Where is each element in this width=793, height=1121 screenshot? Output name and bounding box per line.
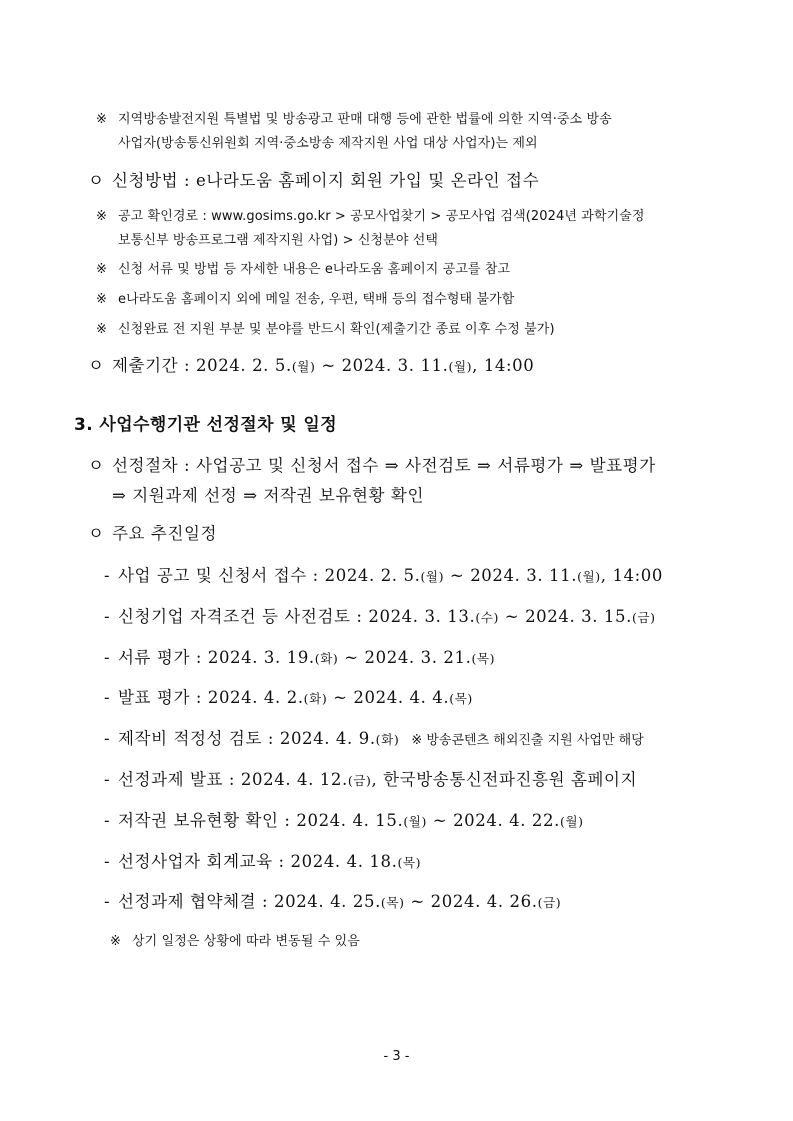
note-text: 지역방송발전지원 특별법 및 방송광고 판매 대행 등에 관한 법률에 의한 지역·중소 방송 — [118, 112, 612, 127]
apply-method — [88, 167, 539, 191]
submission-period — [88, 352, 534, 376]
schedule-item — [104, 807, 584, 831]
note-mark: ※ — [96, 262, 107, 277]
period-text: , 14:00 — [472, 356, 535, 375]
dash-bullet: - — [104, 770, 111, 789]
schedule-item — [104, 562, 663, 586]
section-heading: 3. 사업수행기관 선정절차 및 일정 — [74, 415, 338, 435]
schedule-item — [104, 888, 561, 912]
circle-bullet: ㅇ — [88, 171, 105, 190]
period-text: 제출기간 : 2024. 2. 5. — [112, 356, 292, 375]
dash-bullet: - — [104, 810, 111, 830]
schedule-text: ~ 2024. 4. 22. — [426, 810, 560, 830]
note-text: 공고 확인경로 : www.gosims.go.kr > 공모사업찾기 > 공모사업 검색(2024년 과학기술정 — [118, 209, 645, 224]
schedule-text: ~ 2024. 3. 21. — [338, 647, 472, 667]
weekday: (목) — [380, 895, 405, 911]
schedule-item — [104, 766, 637, 790]
schedule-text: 신청기업 자격조건 등 사전검토 : 2024. 3. 13. — [118, 606, 476, 626]
note-mark: ※ — [96, 292, 107, 307]
schedule-heading-text: 주요 추진일정 — [112, 524, 218, 543]
schedule-text: 발표 평가 : 2024. 4. 2. — [118, 688, 304, 708]
schedule-text: ~ 2024. 3. 15. — [498, 606, 632, 626]
procedure-line2 — [112, 482, 424, 506]
apply-note-1-line2 — [118, 229, 438, 248]
weekday: (월) — [403, 813, 427, 829]
weekday: (목) — [471, 650, 496, 666]
weekday: (금) — [537, 895, 562, 911]
weekday: (금) — [347, 773, 372, 788]
apply-note-4 — [96, 318, 555, 337]
weekday: (목) — [397, 854, 422, 870]
schedule-text: 선정과제 협약체결 : 2024. 4. 25. — [118, 892, 381, 912]
schedule-heading — [88, 520, 217, 544]
schedule-text: , 한국방송통신전파진흥원 홈페이지 — [371, 770, 638, 789]
schedule-text: 저작권 보유현황 확인 : 2024. 4. 15. — [118, 810, 404, 830]
page-number: - 3 - — [383, 1049, 410, 1064]
note-mark: ※ — [96, 322, 107, 337]
period-text: ~ 2024. 3. 11. — [315, 356, 449, 375]
circle-bullet: ㅇ — [88, 456, 105, 475]
schedule-note — [110, 930, 360, 949]
schedule-item — [104, 848, 421, 872]
schedule-text: 사업 공고 및 신청서 접수 : 2024. 2. 5. — [118, 566, 421, 585]
weekday: (월) — [291, 359, 316, 374]
schedule-text: 선정사업자 회계교육 : 2024. 4. 18. — [118, 851, 398, 871]
weekday: (목) — [449, 691, 473, 707]
note-exclusion-line2 — [118, 132, 538, 151]
schedule-text: 제작비 적정성 검토 : 2024. 4. 9. — [118, 729, 376, 749]
dash-bullet: - — [104, 688, 111, 708]
apply-note-1-line1 — [96, 205, 645, 224]
apply-note-3 — [96, 288, 514, 307]
circle-bullet: ㅇ — [88, 356, 105, 375]
note-text: 신청 서류 및 방법 등 자세한 내용은 e나라도움 홈페이지 공고를 참고 — [118, 262, 511, 277]
weekday: (화) — [375, 732, 400, 748]
weekday: (금) — [631, 609, 656, 625]
note-mark: ※ — [96, 209, 107, 224]
schedule-text: 선정과제 발표 : 2024. 4. 12. — [118, 770, 348, 789]
apply-method-text: 신청방법 : e나라도움 홈페이지 회원 가입 및 온라인 접수 — [112, 171, 540, 190]
schedule-item — [104, 603, 656, 627]
schedule-text: ~ 2024. 4. 4. — [327, 688, 450, 708]
dash-bullet: - — [104, 647, 111, 667]
weekday: (월) — [559, 813, 584, 829]
schedule-item — [104, 644, 495, 668]
note-text: 신청완료 전 지원 부분 및 분야를 반드시 확인(제출기간 종료 이후 수정 불가) — [118, 322, 555, 337]
note-mark: ※ — [96, 112, 107, 127]
schedule-text: ~ 2024. 3. 11. — [444, 566, 578, 585]
note-text: 보통신부 방송프로그램 제작지원 사업) > 신청분야 선택 — [118, 233, 439, 248]
note-text: 사업자(방송통신위원회 지역·중소방송 제작지원 사업 대상 사업자)는 제외 — [118, 136, 538, 151]
weekday: (월) — [448, 359, 473, 374]
dash-bullet: - — [104, 566, 111, 585]
weekday: (화) — [314, 650, 339, 666]
note-text: 상기 일정은 상황에 따라 변동될 수 있음 — [132, 934, 360, 949]
schedule-text: , 14:00 — [600, 566, 663, 585]
note-text: e나라도움 홈페이지 외에 메일 전송, 우편, 택배 등의 접수형태 불가함 — [118, 292, 515, 307]
weekday: (월) — [577, 569, 601, 584]
schedule-item — [104, 684, 473, 708]
schedule-item — [104, 725, 644, 749]
circle-bullet: ㅇ — [88, 524, 105, 543]
note-exclusion-line1 — [96, 108, 612, 127]
procedure-text: 선정절차 : 사업공고 및 신청서 접수 ⇒ 사전검토 ⇒ 서류평가 ⇒ 발표평가 — [112, 456, 656, 475]
dash-bullet: - — [104, 892, 111, 912]
dash-bullet: - — [104, 851, 111, 871]
weekday: (월) — [420, 569, 445, 584]
dash-bullet: - — [104, 606, 111, 626]
procedure-line1 — [88, 452, 656, 476]
schedule-text: ~ 2024. 4. 26. — [404, 892, 538, 912]
schedule-text: 서류 평가 : 2024. 3. 19. — [118, 647, 315, 667]
note-mark: ※ — [110, 934, 121, 949]
procedure-text: ⇒ 지원과제 선정 ⇒ 저작권 보유현황 확인 — [112, 486, 425, 505]
schedule-item-note: ※ 방송콘텐츠 해외진출 지원 사업만 해당 — [411, 733, 644, 749]
apply-note-2 — [96, 258, 510, 277]
weekday: (수) — [475, 609, 499, 625]
dash-bullet: - — [104, 729, 111, 749]
weekday: (화) — [303, 691, 328, 707]
